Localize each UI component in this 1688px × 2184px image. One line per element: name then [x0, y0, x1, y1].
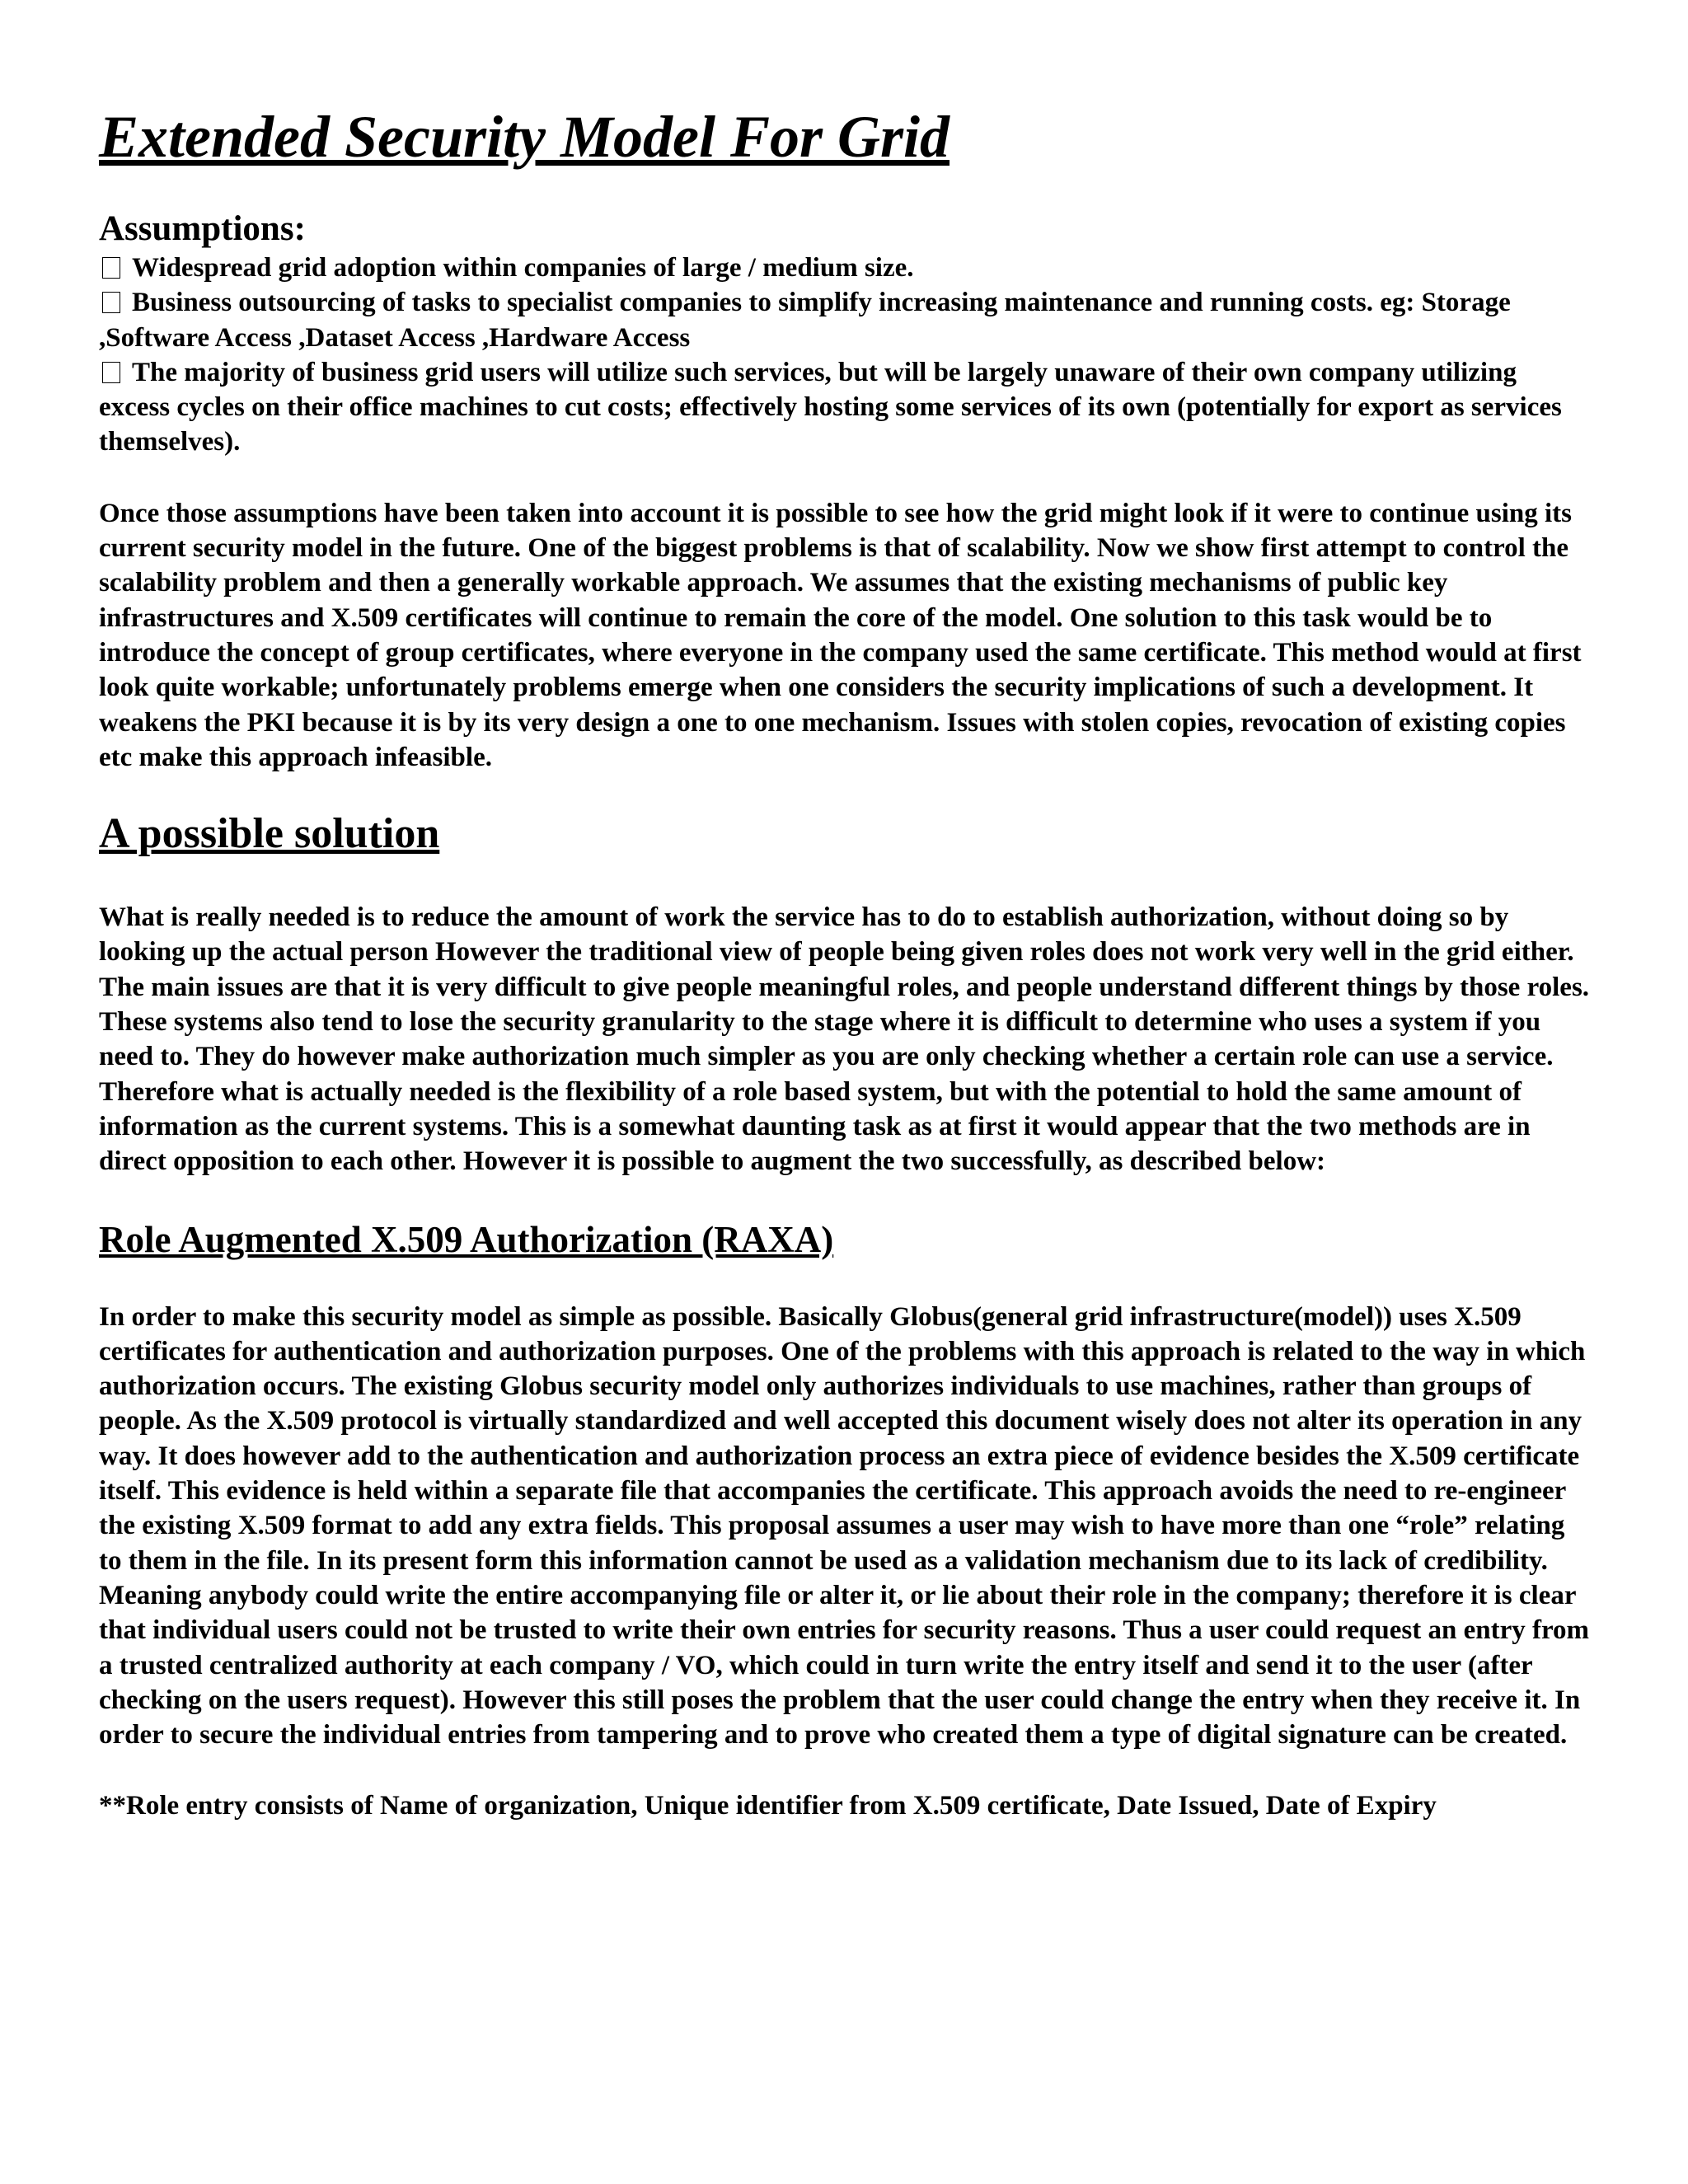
assumption-text: Widespread grid adoption within companies of large / medium size.: [132, 253, 914, 283]
bullet-box-icon: [102, 292, 120, 313]
assumption-text: The majority of business grid users will utilize such services, but will be largely unaware of their own company utilizing excess cycles on their office machines to cut costs; effectively hosting some services of its own (potentially for export as services themselves).: [99, 357, 1562, 457]
assumption-item: [99, 355, 1591, 460]
solution-paragraph: What is really needed is to reduce the amount of work the service has to do to establish authorization, without doing so by looking up the actual person However the traditional view of people being given roles does not work very well in the grid either. The main issues are that it is very difficult to give people meaningful roles, and people understand different things by those roles. These systems also tend to lose the security granularity to the stage where it is difficult to determine who uses a system if you need to. They do however make authorization much simpler as you are only checking whether a certain role can use a service. Therefore what is actually needed is the flexibility of a role based system, but with the potential to hold the same amount of information as the current systems. This is a somewhat daunting task as at first it would appear that the two methods are in direct opposition to each other. However it is possible to augment the two successfully, as described below:: [99, 902, 1590, 1177]
assumptions-list: [99, 251, 1591, 460]
bullet-box-icon: [102, 362, 120, 383]
raxa-heading: Role Augmented X.509 Authorization (RAXA): [99, 1218, 834, 1260]
assumption-text: Business outsourcing of tasks to specialist companies to simplify increasing maintenance and running costs. eg: Storage ,Software Access ,Dataset Access ,Hardware Access: [99, 288, 1511, 353]
spacer: [99, 775, 1591, 808]
spacer: [99, 860, 1591, 900]
spacer: [99, 460, 1591, 496]
assumptions-paragraph: Once those assumptions have been taken into account it is possible to see how the grid might look if it were to continue using its current security model in the future. One of the biggest problems is that of scalability. Now we show first attempt to control the scalability problem and then a generally workable approach. We assumes that the existing mechanisms of public key infrastructures and X.509 certificates will continue to remain the core of the model. One solution to this task would be to introduce the concept of group certificates, where everyone in the company used the same certificate. This method would at first look quite workable; unfortunately problems emerge when one considers the security implications of such a development. It weakens the PKI because it is by its very design a one to one mechanism. Issues with stolen copies, revocation of existing copies etc make this approach infeasible.: [99, 498, 1582, 772]
assumption-item: [99, 285, 1591, 355]
document-page: [99, 97, 1591, 1824]
role-entry-note: **Role entry consists of Name of organization, Unique identifier from X.509 certificate, Date Issued, Date of Expiry: [99, 1791, 1437, 1821]
document-title: Extended Security Model For Grid: [99, 104, 950, 170]
assumption-item: [99, 251, 1591, 285]
spacer: [99, 1263, 1591, 1300]
assumptions-heading: Assumptions:: [99, 209, 306, 248]
raxa-paragraph: In order to make this security model as simple as possible. Basically Globus(general grid infrastructure(model)) uses X.509 certificates for authentication and authorization purposes. One of the problems with this approach is related to the way in which authorization occurs. The existing Globus security model only authorizes individuals to use machines, rather than groups of people. As the X.509 protocol is virtually standardized and well accepted this document wisely does not alter its operation in any way. It does however add to the authentication and authorization process an extra piece of evidence besides the X.509 certificate itself. This evidence is held within a separate file that accompanies the certificate. This approach avoids the need to re-engineer the existing X.509 format to add any extra fields. This proposal assumes a user may wish to have more than one “role” relating to them in the file. In its present form this information cannot be used as a validation mechanism due to its lack of credibility. Meaning anybody could write the entire accompanying file or alter it, or lie about their role in the company; therefore it is clear that individual users could not be trusted to write their own entries for security reasons. Thus a user could request an entry from a trusted centralized authority at each company / VO, which could in turn write the entry itself and send it to the user (after checking on the users request). However this still poses the problem that the user could change the entry when they receive it. In order to secure the individual entries from tampering and to prove who created them a type of digital signature can be created.: [99, 1301, 1589, 1750]
solution-heading: A possible solution: [99, 810, 440, 858]
bullet-box-icon: [102, 257, 120, 279]
spacer: [99, 1179, 1591, 1216]
spacer: [99, 1752, 1591, 1788]
